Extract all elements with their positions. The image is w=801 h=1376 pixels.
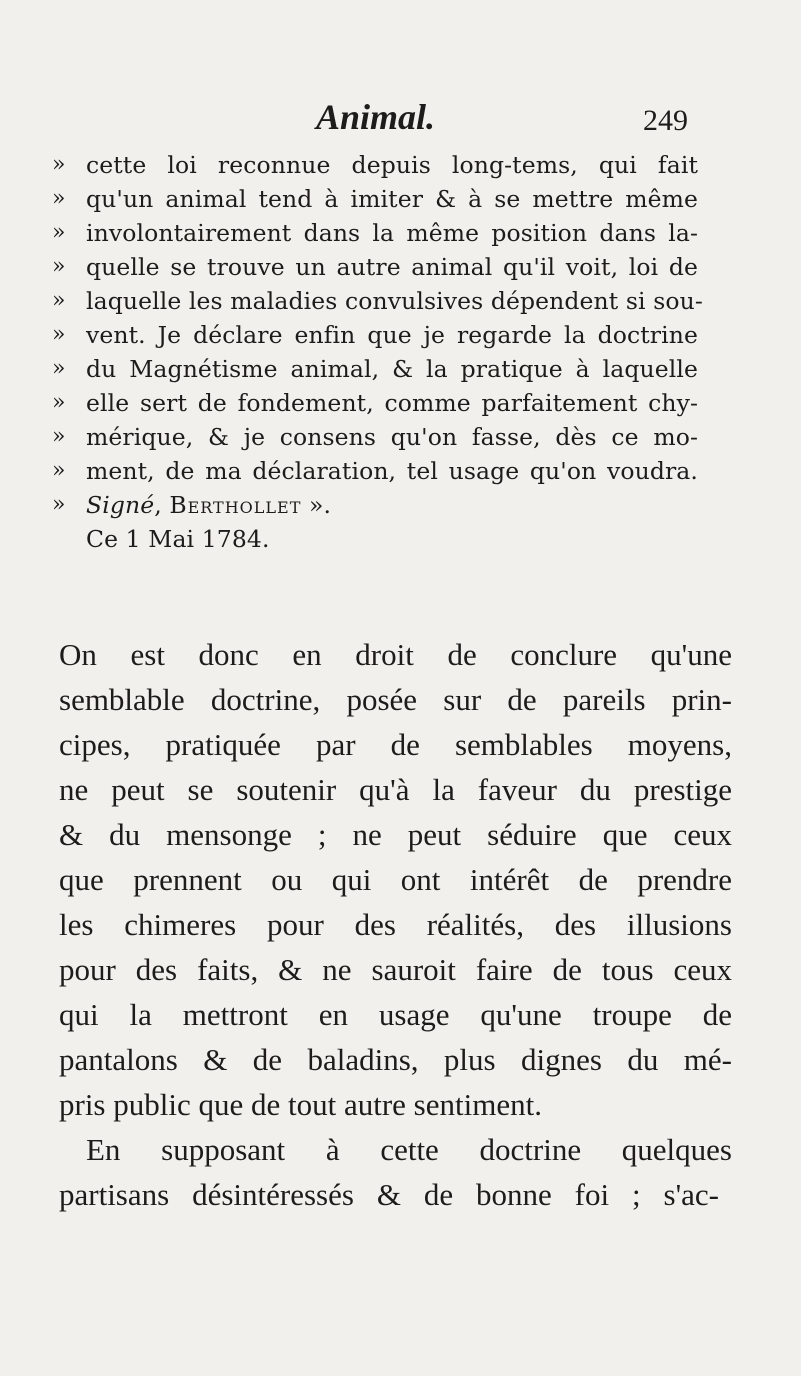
quote-line-text: ment, de ma déclaration, tel usage qu'on voudra. (86, 457, 698, 485)
quote-mark: » (52, 186, 66, 211)
date-line (0, 520, 801, 558)
quote-line (0, 316, 801, 354)
page-header (0, 92, 801, 142)
body-line: pantalons & de baladins, plus dignes du mé- (59, 1042, 732, 1077)
signature-line (0, 486, 801, 524)
signatory-name: Berthollet (169, 491, 302, 519)
body-line: On est donc en droit de conclure qu'une (59, 637, 732, 672)
quote-line (0, 282, 801, 320)
quote-line (0, 350, 801, 388)
quote-mark: » (52, 390, 66, 415)
quote-line-text: elle sert de fondement, comme parfaitement chy- (86, 389, 698, 417)
body-line: semblable doctrine, posée sur de pareils prin- (59, 682, 732, 717)
signature-separator: , (154, 491, 170, 519)
quote-mark: » (52, 424, 66, 449)
quote-line (0, 146, 801, 184)
quote-mark: » (52, 458, 66, 483)
body-line: partisans désintéressés & de bonne foi ; s'ac- (59, 1177, 719, 1212)
quote-line-text: mérique, & je consens qu'on fasse, dès ce mo- (86, 423, 698, 451)
quote-mark: » (52, 288, 66, 313)
quote-line (0, 248, 801, 286)
quote-line-text: cette loi reconnue depuis long-tems, qui fait (86, 151, 698, 179)
declaration-date: Ce 1 Mai 1784. (86, 525, 270, 553)
quote-line-text: qu'un animal tend à imiter & à se mettre même (86, 185, 698, 213)
running-title: Animal. (316, 97, 436, 137)
body-line: ne peut se soutenir qu'à la faveur du prestige (59, 772, 732, 807)
signed-label: Signé (86, 491, 155, 519)
body-line: & du mensonge ; ne peut séduire que ceux (59, 817, 732, 852)
page-number: 249 (643, 104, 688, 137)
body-line: pris public que de tout autre sentiment. (59, 1087, 542, 1122)
quote-line-text: quelle se trouve un autre animal qu'il voit, loi de (86, 253, 698, 281)
quote-mark: » (52, 322, 66, 347)
quote-line-text: du Magnétisme animal, & la pratique à laquelle (86, 355, 698, 383)
body-line: cipes, pratiquée par de semblables moyens, (59, 727, 732, 762)
quote-mark: » (52, 254, 66, 279)
quote-line-text: laquelle les maladies convulsives dépendent si sou- (86, 287, 703, 315)
closing-quote-mark: ». (301, 491, 332, 519)
quote-line-text: involontairement dans la même position dans la- (86, 219, 698, 247)
quote-line (0, 418, 801, 456)
body-line: En supposant à cette doctrine quelques (86, 1132, 732, 1167)
quote-mark: » (52, 492, 66, 517)
quote-mark: » (52, 220, 66, 245)
signature-text (86, 486, 331, 524)
quote-mark: » (52, 152, 66, 177)
body-line: qui la mettront en usage qu'une troupe de (59, 997, 732, 1032)
quote-line-text: vent. Je déclare enfin que je regarde la doctrine (86, 321, 698, 349)
body-line: les chimeres pour des réalités, des illusions (59, 907, 732, 942)
quote-line (0, 384, 801, 422)
quote-line (0, 452, 801, 490)
quote-line (0, 214, 801, 252)
quote-mark: » (52, 356, 66, 381)
body-line: pour des faits, & ne sauroit faire de tous ceux (59, 952, 732, 987)
body-line: que prennent ou qui ont intérêt de prendre (59, 862, 732, 897)
quote-line (0, 180, 801, 218)
